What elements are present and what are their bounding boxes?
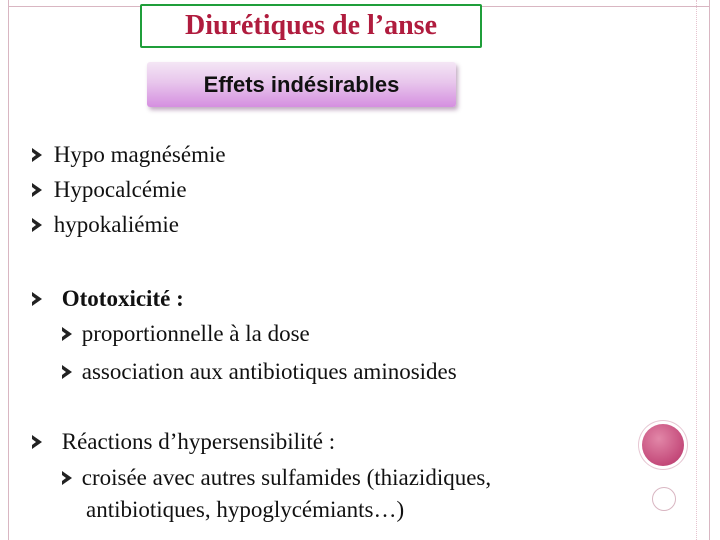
arrow-bullet-icon [62,471,72,485]
list-subitem-text: croisée avec autres sulfamides (thiazidiques, [81,465,492,490]
decorative-circle-icon [642,424,684,466]
arrow-bullet-icon [62,327,72,341]
slide-title: Diurétiques de l’anse [185,10,437,41]
list-item-text: Réactions d’hypersensibilité : [61,429,336,454]
list-item [32,143,226,166]
arrow-bullet-icon [32,435,42,449]
list-item-text: Ototoxicité : [61,286,184,311]
list-subitem-text: proportionnelle à la dose [81,321,310,346]
list-subitem [62,322,310,345]
list-item-text: hypokaliémie [53,212,179,237]
decorative-circles [642,424,702,540]
list-item [32,287,184,310]
list-subitem-text: antibiotiques, hypoglycémiants…) [86,497,405,522]
list-subitem-continuation [86,498,404,521]
list-item-text: Hypocalcémie [53,177,187,202]
slide-subtitle: Effets indésirables [203,71,400,97]
list-subitem [62,466,491,489]
arrow-bullet-icon [32,148,42,162]
list-item-text: Hypo magnésémie [53,142,226,167]
arrow-bullet-icon [62,365,72,379]
list-subitem [62,360,457,383]
list-subitem-text: association aux antibiotiques aminosides [81,359,457,384]
list-item [32,430,335,453]
list-item [32,213,179,236]
arrow-bullet-icon [32,183,42,197]
arrow-bullet-icon [32,292,42,306]
arrow-bullet-icon [32,218,42,232]
slide-subtitle-box [147,62,456,107]
slide-title-box [140,4,482,48]
decorative-small-circle-icon [652,487,676,511]
list-item [32,178,187,201]
